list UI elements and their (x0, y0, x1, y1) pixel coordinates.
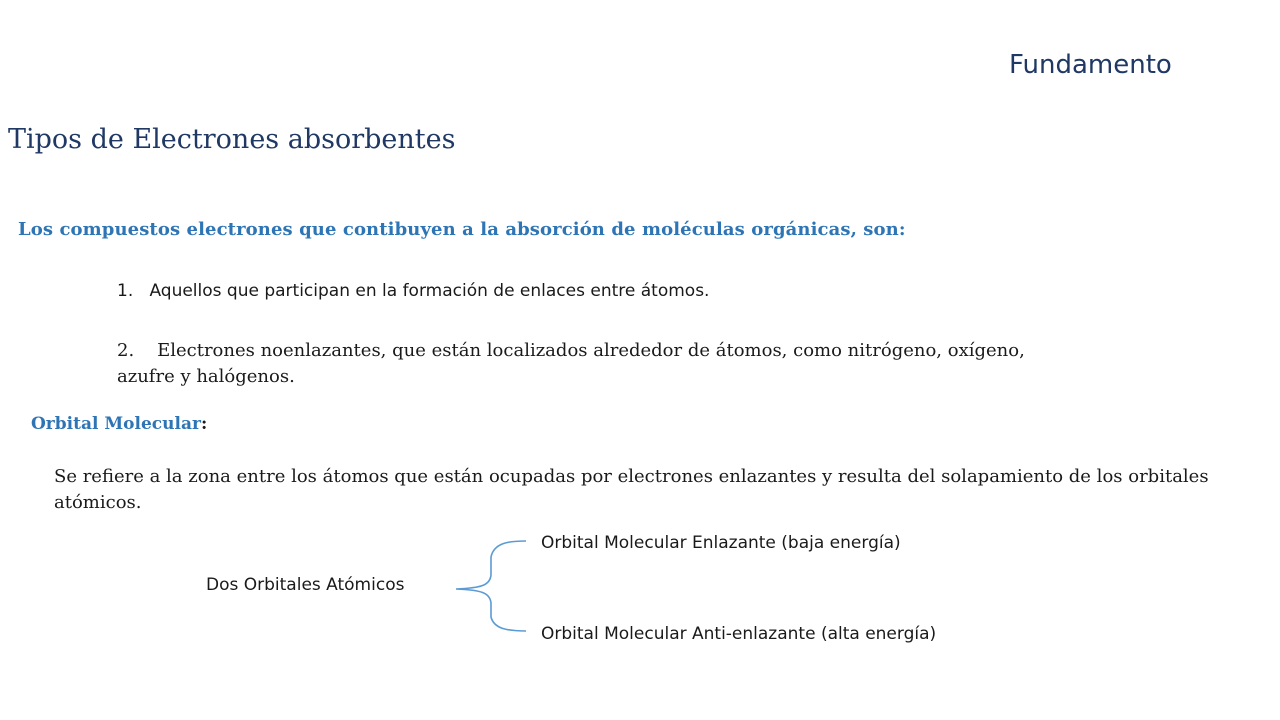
list-number: 2. (117, 340, 135, 361)
bonding-orbital-label: Orbital Molecular Enlazante (baja energía) (541, 533, 901, 553)
brace-connector (450, 535, 530, 635)
list-text: Aquellos que participan en la formación de enlaces entre átomos. (149, 281, 710, 301)
section-label: Fundamento (1009, 50, 1172, 80)
intro-statement: Los compuestos electrones que contibuyen a la absorción de moléculas orgánicas, son: (18, 219, 906, 240)
orbital-heading-text: Orbital Molecular (31, 414, 201, 434)
list-item-2 (117, 338, 1077, 390)
orbital-heading-colon: : (200, 414, 208, 434)
list-text: Electrones noenlazantes, que están localizados alrededor de átomos, como nitrógeno, oxígeno, azufre y halógenos. (117, 340, 1025, 387)
orbital-heading (31, 414, 207, 434)
orbital-definition: Se refiere a la zona entre los átomos que están ocupadas por electrones enlazantes y resulta del solapamiento de los orbitales atómicos. (54, 466, 1209, 513)
slide-title: Tipos de Electrones absorbentes (8, 124, 456, 155)
list-number: 1. (117, 281, 134, 301)
list-item-1 (117, 281, 709, 301)
antibonding-orbital-label: Orbital Molecular Anti-enlazante (alta energía) (541, 624, 937, 644)
diagram-source-label: Dos Orbitales Atómicos (206, 575, 405, 595)
